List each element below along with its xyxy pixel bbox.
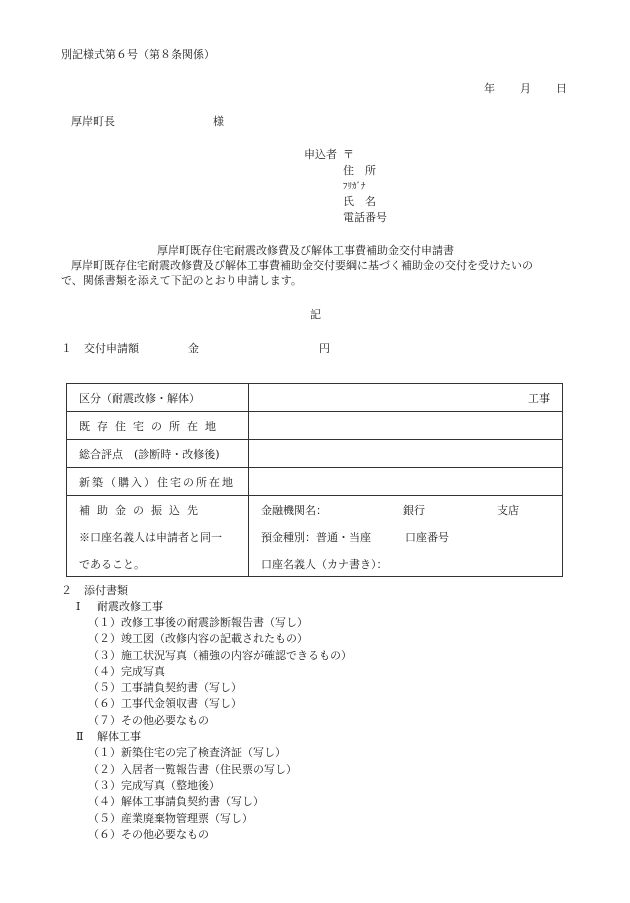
list-item: （５）工事請負契約書（写し） xyxy=(88,681,242,694)
date-month: 月 xyxy=(520,82,531,95)
postal-mark: 〒 xyxy=(343,148,354,161)
date-year: 年 xyxy=(484,82,495,95)
item1-label: 交付申請額 xyxy=(84,342,139,355)
branch-suffix: 支店 xyxy=(497,504,519,517)
addressee-honorific: 様 xyxy=(213,115,224,128)
list-item: （３）施工状況写真（補強の内容が確認できるもの） xyxy=(88,649,352,662)
item2-label: 添付書類 xyxy=(84,584,128,597)
existing-house-location-label: 既存住宅の所在地 xyxy=(67,412,249,440)
yen-label: 円 xyxy=(319,342,330,355)
table-row xyxy=(67,384,563,412)
new-house-location-value[interactable] xyxy=(249,468,563,496)
list-item: （２）入居者一覧報告書（住民票の写し） xyxy=(88,763,297,776)
list-item: （３）完成写真（整地後） xyxy=(88,779,220,792)
account-holder-note: ※口座名義人は申請者と同一 xyxy=(79,531,222,544)
category-label: 区分（耐震改修・解体） xyxy=(67,384,249,412)
total-score-value[interactable] xyxy=(249,440,563,468)
name-label: 氏 名 xyxy=(343,195,376,208)
document-title: 厚岸町既存住宅耐震改修費及び解体工事費補助金交付申請書 xyxy=(157,244,454,257)
table-row xyxy=(67,412,563,440)
section2-title: 解体工事 xyxy=(97,730,141,743)
list-item: （６）その他必要なもの xyxy=(88,828,209,841)
list-item: （４）解体工事請負契約書（写し） xyxy=(88,795,264,808)
ki-heading: 記 xyxy=(310,308,321,321)
account-holder-label: 口座名義人（カナ書き）： xyxy=(261,558,388,571)
applicant-label: 申込者 xyxy=(304,148,337,161)
account-holder-note-end: であること。 xyxy=(79,558,145,571)
date-day: 日 xyxy=(556,82,567,95)
existing-house-location-value[interactable] xyxy=(249,412,563,440)
bank-name-label: 金融機関名： xyxy=(261,504,327,517)
item2-number: ２ xyxy=(61,584,72,597)
category-value: 工事 xyxy=(249,384,563,412)
list-item: （５）産業廃棄物管理票（写し） xyxy=(88,812,253,825)
section1-number: Ⅰ xyxy=(76,600,81,613)
furigana-label: ﾌﾘｶﾞﾅ xyxy=(343,182,366,192)
body-text-line2: で、関係書類を添えて下記のとおり申請します。 xyxy=(61,274,302,287)
total-score-label: 総合評点 (診断時・改修後) xyxy=(67,440,249,468)
body-text-line1: 厚岸町既存住宅耐震改修費及び解体工事費補助金交付要綱に基づく補助金の交付を受けたいの xyxy=(71,259,533,272)
list-item: （１）改修工事後の耐震診断報告書（写し） xyxy=(88,616,308,629)
application-table xyxy=(66,383,563,577)
section2-number: Ⅱ xyxy=(76,730,84,743)
table-row xyxy=(67,440,563,468)
bank-info-cell xyxy=(249,496,563,577)
table-row xyxy=(67,496,563,577)
transfer-destination-cell xyxy=(67,496,249,577)
section1-title: 耐震改修工事 xyxy=(97,600,163,613)
list-item: （１）新築住宅の完了検査済証（写し） xyxy=(88,746,286,759)
table-row xyxy=(67,468,563,496)
new-house-location-label: 新築（購入）住宅の所在地 xyxy=(67,468,249,496)
phone-label: 電話番号 xyxy=(343,211,387,224)
deposit-type-label: 預金種別：普通・当座 xyxy=(261,531,371,544)
item1-number: １ xyxy=(61,342,72,355)
transfer-destination-label: 補助金の振込先 xyxy=(79,504,205,517)
bank-suffix: 銀行 xyxy=(403,504,425,517)
list-item: （４）完成写真 xyxy=(88,665,165,678)
addressee-name: 厚岸町長 xyxy=(71,115,115,128)
list-item: （２）竣工図（改修内容の記載されたもの） xyxy=(88,632,308,645)
list-item: （６）工事代金領収書（写し） xyxy=(88,697,242,710)
account-number-label: 口座番号 xyxy=(405,531,449,544)
list-item: （７）その他必要なもの xyxy=(88,714,209,727)
form-number: 別記様式第６号（第８条関係） xyxy=(61,48,215,61)
address-label: 住 所 xyxy=(343,164,376,177)
kin-label: 金 xyxy=(188,342,199,355)
